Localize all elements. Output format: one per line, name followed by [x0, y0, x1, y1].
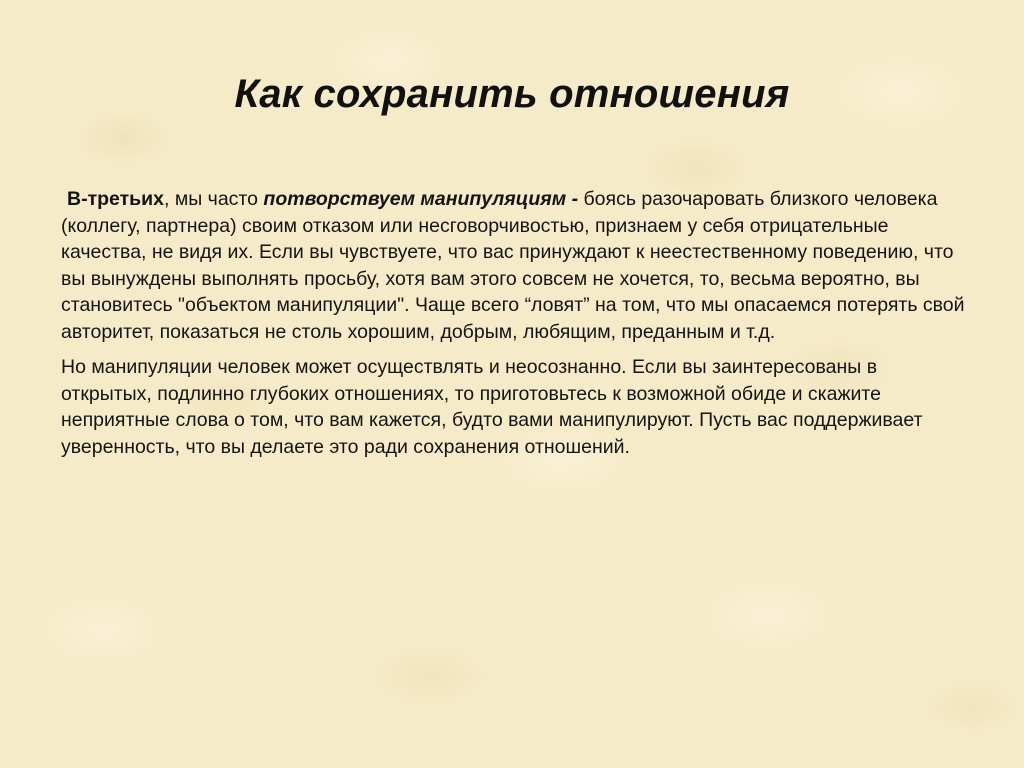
slide-title: Как сохранить отношения	[234, 72, 790, 116]
paragraph-2: Но манипуляции человек может осуществлять и неосознанно. Если вы заинтересованы в открытых, подлинно глубоких отношениях, то приготовьтесь к возможной обиде и скажите неприятные слова о том, что вам кажется, будто вами манипулируют. Пусть вас поддерживает уверенность, что вы делаете это ради сохранения отношений.	[61, 356, 923, 458]
paragraph-1-emphasis: потворствуем манипуляциям -	[263, 188, 579, 210]
paragraph-1-lead: В-третьих	[67, 188, 164, 210]
paragraph-1-text-a: , мы часто	[164, 188, 264, 210]
paragraph-1	[61, 186, 973, 345]
slide-body	[61, 186, 973, 460]
paragraph-1-text-b: боясь разочаровать близкого человека (коллегу, партнера) своим отказом или несговорчивостью, признаем у себя отрицательные качества, не видя их. Если вы чувствуете, что вас принуждают к неестественному поведению, что вы вынуждены выполнять просьбу, хотя вам этого совсем не хочется, то, весьма вероятно, вы становитесь "объектом манипуляции". Чаще всего “ловят” на том, что мы опасаемся потерять свой авторитет, показаться не столь хорошим, добрым, любящим, преданным и т.д.	[61, 188, 965, 343]
